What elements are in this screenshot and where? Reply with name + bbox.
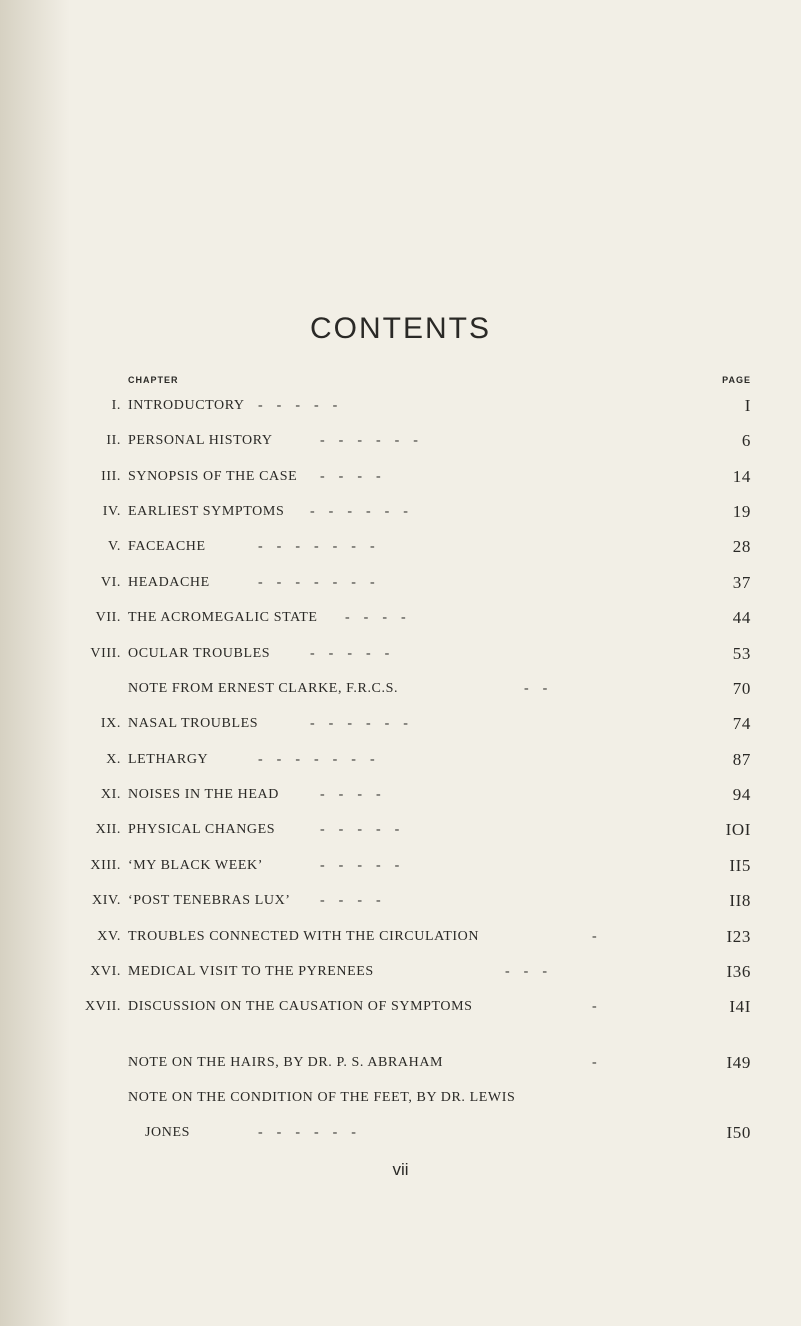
page-number-ref: I	[744, 396, 751, 415]
page-column-header: PAGE	[722, 375, 751, 385]
page-number-ref: I36	[726, 962, 751, 981]
chapter-number: IX.	[100, 716, 121, 731]
toc-note	[0, 1055, 801, 1079]
chapter-title: OCULAR TROUBLES	[128, 646, 271, 661]
chapter-number: VIII.	[90, 646, 121, 661]
chapter-title: FACEACHE	[128, 539, 206, 554]
toc-entry	[0, 646, 801, 670]
page-number-ref: 19	[732, 502, 751, 521]
toc-entry	[0, 504, 801, 528]
chapter-number: II.	[106, 433, 121, 448]
leader-dashes: - - - -	[320, 787, 381, 802]
chapter-title: LETHARGY	[128, 752, 209, 767]
chapter-number: I.	[111, 398, 121, 413]
chapter-title: NOISES IN THE HEAD	[128, 787, 279, 802]
toc-entry	[0, 610, 801, 634]
note-title: NOTE ON THE CONDITION OF THE FEET, BY DR. LEWIS	[128, 1090, 516, 1105]
toc-entry	[0, 752, 801, 776]
chapter-number: III.	[101, 469, 121, 484]
toc-note	[0, 1125, 801, 1149]
chapter-title: ‘POST TENEBRAS LUX’	[128, 893, 291, 908]
leader-dashes: - -	[524, 681, 548, 696]
page-number: vii	[392, 1160, 409, 1179]
chapter-number: XIII.	[90, 858, 121, 873]
chapter-title: EARLIEST SYMPTOMS	[128, 504, 285, 519]
leader-dashes: - - - - - -	[258, 1125, 356, 1140]
page-number-ref: 94	[732, 785, 751, 804]
page-number-ref: I50	[726, 1123, 751, 1142]
leader-dashes: - - - -	[320, 469, 381, 484]
toc-entry	[0, 822, 801, 846]
page-title: CONTENTS	[310, 312, 491, 345]
chapter-title: ‘MY BLACK WEEK’	[128, 858, 263, 873]
page-number-ref: 70	[732, 679, 751, 698]
chapter-title: PERSONAL HISTORY	[128, 433, 273, 448]
page-number-ref: I49	[726, 1053, 751, 1072]
chapter-title: TROUBLES CONNECTED WITH THE CIRCULATION	[128, 929, 480, 944]
leader-dashes: - - - - -	[258, 398, 338, 413]
page-number-ref: I23	[726, 927, 751, 946]
chapter-title: NOTE FROM ERNEST CLARKE, F.R.C.S.	[128, 681, 399, 696]
leader-dashes: - - - - - - -	[258, 539, 375, 554]
chapter-number: XII.	[95, 822, 121, 837]
chapter-number: XI.	[100, 787, 121, 802]
chapter-title: NASAL TROUBLES	[128, 716, 259, 731]
toc-entry	[0, 398, 801, 422]
toc-entry	[0, 433, 801, 457]
chapter-number: XIV.	[92, 893, 121, 908]
page-number-ref: 87	[732, 750, 751, 769]
leader-dashes: - - -	[505, 964, 547, 979]
page-number-ref: IOI	[725, 820, 751, 839]
toc-entry	[0, 929, 801, 953]
chapter-title: INTRODUCTORY	[128, 398, 245, 413]
page-number-ref: 37	[732, 573, 751, 592]
chapter-number: VI.	[100, 575, 121, 590]
page-number-ref: I4I	[729, 997, 751, 1016]
toc-entry	[0, 787, 801, 811]
leader-dashes: - - - - - -	[320, 433, 418, 448]
toc-entry	[0, 575, 801, 599]
chapter-number: XV.	[97, 929, 121, 944]
page-number-ref: 44	[732, 608, 751, 627]
leader-dashes: - - - -	[345, 610, 406, 625]
toc-note	[0, 1090, 801, 1114]
toc-entry	[0, 681, 801, 705]
leader-dashes: - - - - - -	[310, 716, 408, 731]
leader-dashes: - - - -	[320, 893, 381, 908]
chapter-number: IV.	[102, 504, 121, 519]
toc-entry	[0, 716, 801, 740]
chapter-title: THE ACROMEGALIC STATE	[128, 610, 318, 625]
page-number-ref: 53	[732, 644, 751, 663]
chapter-title: DISCUSSION ON THE CAUSATION OF SYMPTOMS	[128, 999, 473, 1014]
toc-entry	[0, 893, 801, 917]
leader-dashes: - - - - - -	[310, 504, 408, 519]
chapter-column-header: CHAPTER	[128, 375, 179, 385]
page-number-ref: 28	[732, 537, 751, 556]
page-number-ref: II8	[729, 891, 751, 910]
toc-entry	[0, 858, 801, 882]
toc-entry	[0, 999, 801, 1023]
leader-dashes: - - - - -	[320, 822, 400, 837]
chapter-number: X.	[106, 752, 121, 767]
page-number-ref: 6	[741, 431, 751, 450]
chapter-title: SYNOPSIS OF THE CASE	[128, 469, 298, 484]
note-title: NOTE ON THE HAIRS, BY DR. P. S. ABRAHAM	[128, 1055, 444, 1070]
chapter-title: HEADACHE	[128, 575, 210, 590]
chapter-number: XVI.	[90, 964, 121, 979]
note-title: JONES	[145, 1125, 191, 1140]
toc-entry	[0, 964, 801, 988]
chapter-title: PHYSICAL CHANGES	[128, 822, 276, 837]
chapter-number: V.	[107, 539, 121, 554]
chapter-title: MEDICAL VISIT TO THE PYRENEES	[128, 964, 374, 979]
leader-dashes: - - - - - - -	[258, 575, 375, 590]
leader-dashes: -	[592, 929, 597, 944]
leader-dashes: - - - - - - -	[258, 752, 375, 767]
chapter-number: XVII.	[84, 999, 121, 1014]
leader-dashes: - - - - -	[320, 858, 400, 873]
toc-entry	[0, 539, 801, 563]
leader-dashes: -	[592, 1055, 597, 1070]
page-number-ref: 74	[732, 714, 751, 733]
chapter-number: VII.	[95, 610, 121, 625]
page-number-ref: 14	[732, 467, 751, 486]
leader-dashes: - - - - -	[310, 646, 390, 661]
page-number-ref: II5	[729, 856, 751, 875]
toc-entry	[0, 469, 801, 493]
leader-dashes: -	[592, 999, 597, 1014]
